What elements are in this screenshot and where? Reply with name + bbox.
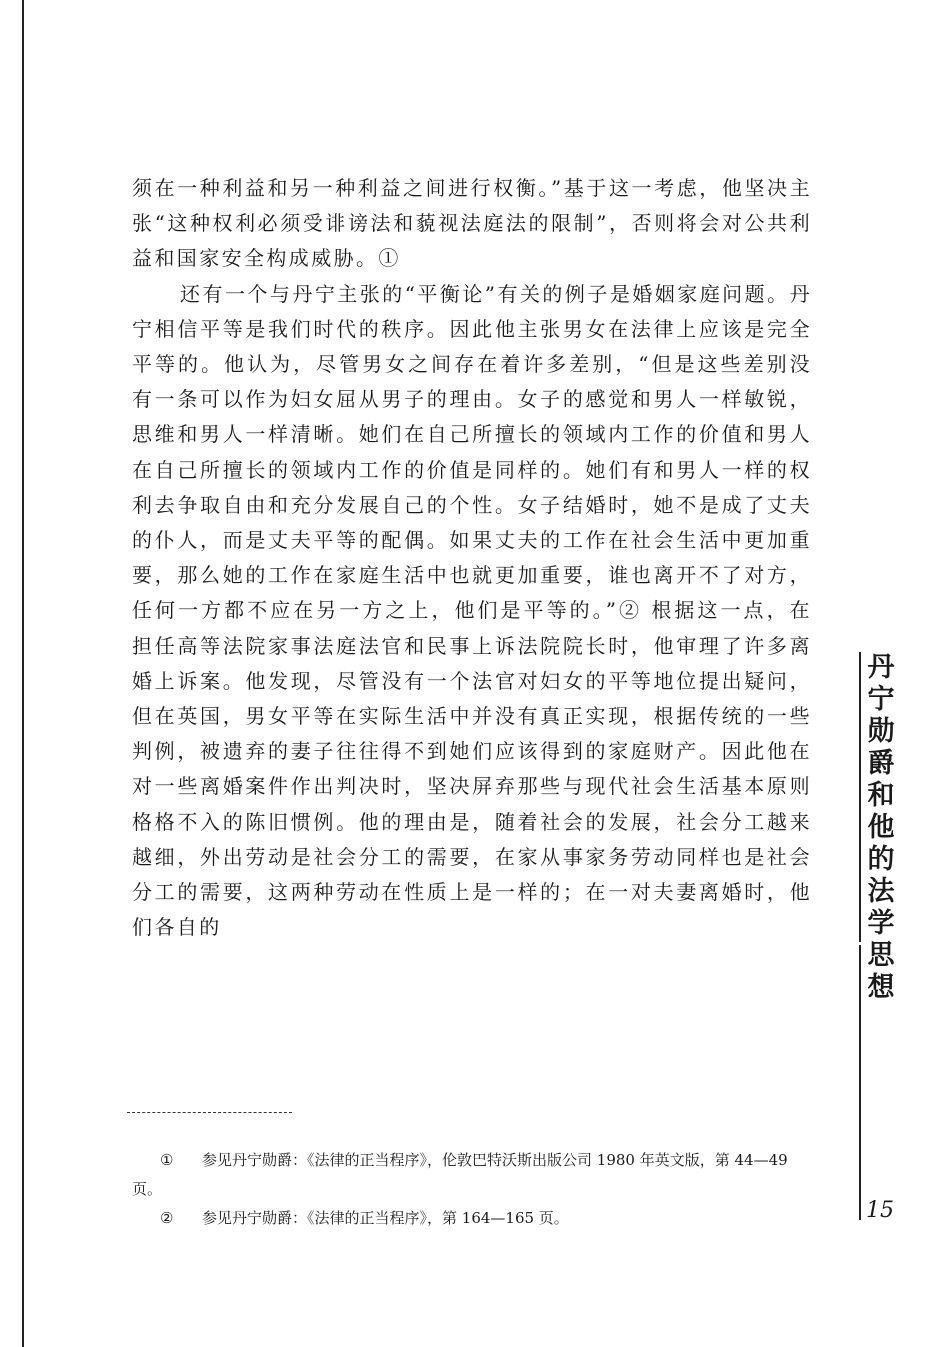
footnote [132,1204,812,1233]
footnote-text: 参见丹宁勋爵：《法律的正当程序》，第 164—165 页。 [202,1209,569,1227]
body-text [132,171,812,945]
page-number: 15 [866,1198,894,1223]
side-margin-rule [859,945,861,1220]
footnote-mark: ① [160,1151,174,1169]
footnotes [132,1146,812,1233]
footnote-text: 参见丹宁勋爵：《法律的正当程序》，伦敦巴特沃斯出版公司 1980 年英文版，第 44—49 页。 [132,1151,788,1198]
page-edge-rule [22,0,24,1347]
footnote-separator [127,1112,292,1113]
footnote [132,1146,812,1204]
paragraph: 还有一个与丹宁主张的“平衡论”有关的例子是婚姻家庭问题。丹宁相信平等是我们时代的秩序。因此他主张男女在法律上应该是完全平等的。他认为，尽管男女之间存在着许多差别，“但是这些差别没有一条可以作为妇女屈从男子的理由。女子的感觉和男人一样敏锐，思维和男人一样清晰。她们在自己所擅长的领域内工作的价值和男人在自己所擅长的领域内工作的价值是同样的。她们有和男人一样的权利去争取自由和充分发展自己的个性。女子结婚时，她不是成了丈夫的仆人，而是丈夫平等的配偶。如果丈夫的工作在社会生活中更加重要，那么她的工作在家庭生活中也就更加重要，谁也离开不了对方，任何一方都不应在另一方之上，他们是平等的。”② 根据这一点，在担任高等法院家事法庭法官和民事上诉法院院长时，他审理了许多离婚上诉案。他发现，尽管没有一个法官对妇女的平等地位提出疑问，但在英国，男女平等在实际生活中并没有真正实现，根据传统的一些判例，被遗弃的妻子往往得不到她们应该得到的家庭财产。因此他在对一些离婚案件作出判决时，坚决屏弃那些与现代社会生活基本原则格格不入的陈旧惯例。他的理由是，随着社会的发展，社会分工越来越细，外出劳动是社会分工的需要，在家从事家务劳动同样也是社会分工的需要，这两种劳动在性质上是一样的；在一对夫妻离婚时，他们各自的 [132,281,812,940]
footnote-mark: ② [160,1209,174,1227]
paragraph: 须在一种利益和另一种利益之间进行权衡。”基于这一考虑，他坚决主张“这种权利必须受诽谤法和藐视法庭法的限制”，否则将会对公共利益和国家安全构成威胁。① [132,176,812,271]
running-head-title: 丹宁勋爵和他的法学思想 [867,652,895,1003]
